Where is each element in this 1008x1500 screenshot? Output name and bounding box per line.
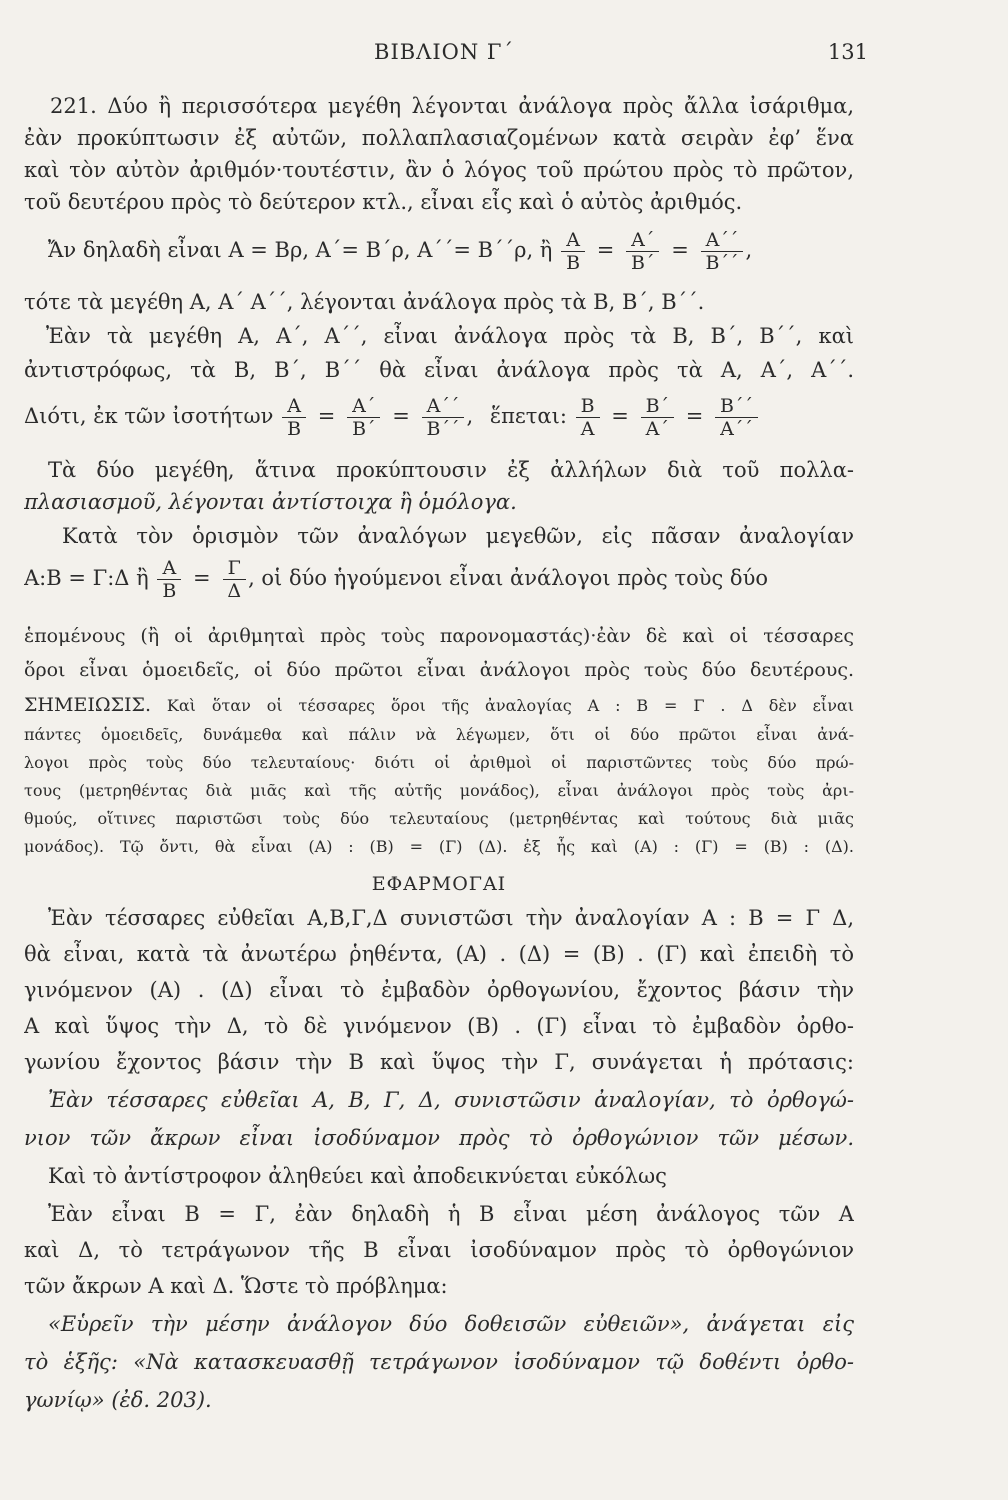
fraction: $\frac{B}{A}$ <box>576 395 600 440</box>
text-line: τῶν ἄκρων Α καὶ Δ. Ὥστε τὸ πρόβλημα: <box>24 1274 448 1298</box>
problem-line: «Εὑρεῖν τὴν μέσην ἀνάλογον δύο δοθεισῶν εὐθειῶν», ἀνάγεται εἰς <box>48 1312 854 1336</box>
fraction: $\frac{A}{B}$ <box>282 395 306 440</box>
text-line: καὶ τὸν αὐτὸν ἀριθμόν·τουτέστιν, ἂν ὁ λόγος τοῦ πρώτου πρὸς τὸ πρῶτον, <box>24 158 854 182</box>
fraction: $\frac{A΄΄}{B΄΄}$ <box>700 229 743 274</box>
theorem-line: νιον τῶν ἄκρων εἶναι ἰσοδύναμον πρὸς τὸ ὀρθογώνιον τῶν μέσων. <box>24 1126 854 1150</box>
text-line: ἐὰν προκύπτωσιν ἐξ αὐτῶν, πολλαπλασιαζομένων κατὰ σειρὰν ἐφ’ ἕνα <box>24 126 854 150</box>
equation-text: Ἄν δηλαδὴ εἶναι Α = Βρ, Α΄= Β΄ρ, Α΄΄= Β΄΄ρ, ἢ <box>48 238 553 262</box>
note-heading: ΣΗΜΕΙΩΣΙΣ. <box>24 694 151 716</box>
fraction: $\frac{A΄}{B΄}$ <box>347 395 380 440</box>
fraction: $\frac{\Gamma}{\Delta}$ <box>222 557 246 602</box>
note-line: πάντες ὁμοειδεῖς, δυνάμεθα καὶ πάλιν νὰ λέγωμεν, ὅτι οἱ δύο πρῶτοι εἶναι ἀνά- <box>24 725 854 744</box>
equation-line: Διότι, ἐκ τῶν ἰσοτήτων $\frac{A}{B}$ = $\frac{A΄}{B΄}$ = $\frac{A΄΄}{B΄΄}$ , ἕπεται: $\frac{B}{A}$ = $\frac{B΄}{A΄}$ = $\frac{B΄΄}{A΄΄}$ <box>24 390 854 446</box>
note-line: λογοι πρὸς τοὺς δύο τελευταίους· διότι οἱ ἀριθμοὶ οἱ παριστῶντες τοὺς δύο πρώ- <box>24 753 854 772</box>
equation-line: Ἄν δηλαδὴ εἶναι Α = Βρ, Α΄= Β΄ρ, Α΄΄= Β΄΄ρ, ἢ $\frac{A}{B}$ = $\frac{A΄}{B΄}$ = $\frac{A΄΄}{B΄΄}$ , <box>48 229 753 274</box>
note-line: μονάδος). Τῷ ὄντι, θὰ εἶναι (Α) : (Β) = (Γ) (Δ). ἐξ ἧς καὶ (Α) : (Γ) = (Β) : (Δ). <box>24 837 854 856</box>
note-line: ΣΗΜΕΙΩΣΙΣ. Καὶ ὅταν οἱ τέσσαρες ὅροι τῆς ἀναλογίας Α : Β = Γ . Δ δὲν εἶναι <box>24 694 854 716</box>
text-line: Ἐὰν εἶναι Β = Γ, ἐὰν δηλαδὴ ἡ Β εἶναι μέση ἀνάλογος τῶν Α <box>48 1202 854 1226</box>
text-line: Καὶ τὸ ἀντίστροφον ἀληθεύει καὶ ἀποδεικνύεται εὐκόλως <box>48 1164 667 1188</box>
text-line: ἑπομένους (ἢ οἱ ἀριθμηταὶ πρὸς τοὺς παρονομαστάς)·ἐὰν δὲ καὶ οἱ τέσσαρες <box>24 625 854 647</box>
text-line: γινόμενον (Α) . (Δ) εἶναι τὸ ἐμβαδὸν ὀρθογωνίου, ἔχοντος βάσιν τὴν <box>24 978 854 1002</box>
text-line: πλασιασμοῦ, λέγονται ἀντίστοιχα ἢ ὁμόλογα. <box>24 490 517 514</box>
fraction: $\frac{B΄}{A΄}$ <box>641 395 674 440</box>
fraction: $\frac{A΄}{B΄}$ <box>626 229 659 274</box>
text-line: Ἐὰν τὰ μεγέθη Α, Α΄, Α΄΄, εἶναι ἀνάλογα πρὸς τὰ Β, Β΄, Β΄΄, καὶ <box>46 324 854 348</box>
text-line: Κατὰ τὸν ὁρισμὸν τῶν ἀναλόγων μεγεθῶν, εἰς πᾶσαν ἀναλογίαν <box>62 524 854 548</box>
text-line: Α καὶ ὕψος τὴν Δ, τὸ δὲ γινόμενον (Β) . (Γ) εἶναι τὸ ἐμβαδὸν ὀρθο- <box>24 1014 854 1038</box>
text-line: Ἐὰν τέσσαρες εὐθεῖαι Α,Β,Γ,Δ συνιστῶσι τὴν ἀναλογίαν Α : Β = Γ Δ, <box>48 906 854 930</box>
text-line: θὰ εἶναι, κατὰ τὰ ἀνωτέρω ῥηθέντα, (Α) . (Δ) = (Β) . (Γ) καὶ ἐπειδὴ τὸ <box>24 942 854 966</box>
fraction: $\frac{A}{B}$ <box>157 557 181 602</box>
fraction: $\frac{B΄΄}{A΄΄}$ <box>715 395 758 440</box>
note-line: θμούς, οἵτινες παριστῶσι τοὺς δύο τελευταίους (μετρηθέντας καὶ τούτους διὰ μιᾶς <box>24 809 854 828</box>
paragraph-221-line: 221. Δύο ἢ περισσότερα μεγέθη λέγονται ἀνάλογα πρὸς ἄλλα ἰσάριθμα, <box>50 94 854 118</box>
fraction: $\frac{A΄΄}{B΄΄}$ <box>422 395 465 440</box>
text-line: τότε τὰ μεγέθη Α, Α΄ Α΄΄, λέγονται ἀνάλογα πρὸς τὰ Β, Β΄, Β΄΄. <box>24 290 705 314</box>
text-line: γωνίου ἔχοντος βάσιν τὴν Β καὶ ὕψος τὴν Γ, συνάγεται ἡ πρότασις: <box>24 1050 854 1074</box>
running-header: ΒΙΒΛΙΟΝ Γ΄ <box>374 40 514 64</box>
text-line: ὅροι εἶναι ὁμοειδεῖς, οἱ δύο πρῶτοι εἶναι ἀνάλογοι πρὸς τοὺς δύο δευτέρους. <box>24 659 854 681</box>
text-line: καὶ Δ, τὸ τετράγωνον τῆς Β εἶναι ἰσοδύναμον πρὸς τὸ ὀρθογώνιον <box>24 1238 854 1262</box>
problem-line: τὸ ἑξῆς: «Νὰ κατασκευασθῇ τετράγωνον ἰσοδύναμον τῷ δοθέντι ὀρθο- <box>24 1350 854 1374</box>
equation-line: Α:Β = Γ:Δ ἢ $\frac{A}{B}$ = $\frac{\Gamma}{\Delta}$ , οἱ δύο ἡγούμενοι εἶναι ἀνάλογοι πρὸς τοὺς δύο <box>24 557 768 602</box>
theorem-line: Ἐὰν τέσσαρες εὐθεῖαι Α, Β, Γ, Δ, συνιστῶσιν ἀναλογίαν, τὸ ὀρθογώ- <box>48 1088 854 1112</box>
problem-line: γωνίῳ» (ἐδ. 203). <box>24 1388 212 1412</box>
fraction: $\frac{A}{B}$ <box>561 229 585 274</box>
text-line: τοῦ δευτέρου πρὸς τὸ δεύτερον κτλ., εἶναι εἷς καὶ ὁ αὐτὸς ἀριθμός. <box>24 190 743 214</box>
text-line: Τὰ δύο μεγέθη, ἅτινα προκύπτουσιν ἐξ ἀλλήλων διὰ τοῦ πολλα- <box>48 458 854 482</box>
section-heading: ΕΦΑΡΜΟΓΑΙ <box>371 873 507 895</box>
page-number: 131 <box>827 40 868 64</box>
text-line: ἀντιστρόφως, τὰ Β, Β΄, Β΄΄ θὰ εἶναι ἀνάλογα πρὸς τὰ Α, Α΄, Α΄΄. <box>24 358 854 382</box>
note-line: τους (μετρηθέντας διὰ μιᾶς καὶ τῆς αὐτῆς μονάδος), εἶναι ἀνάλογοι πρὸς τοὺς ἀρι- <box>24 781 854 800</box>
